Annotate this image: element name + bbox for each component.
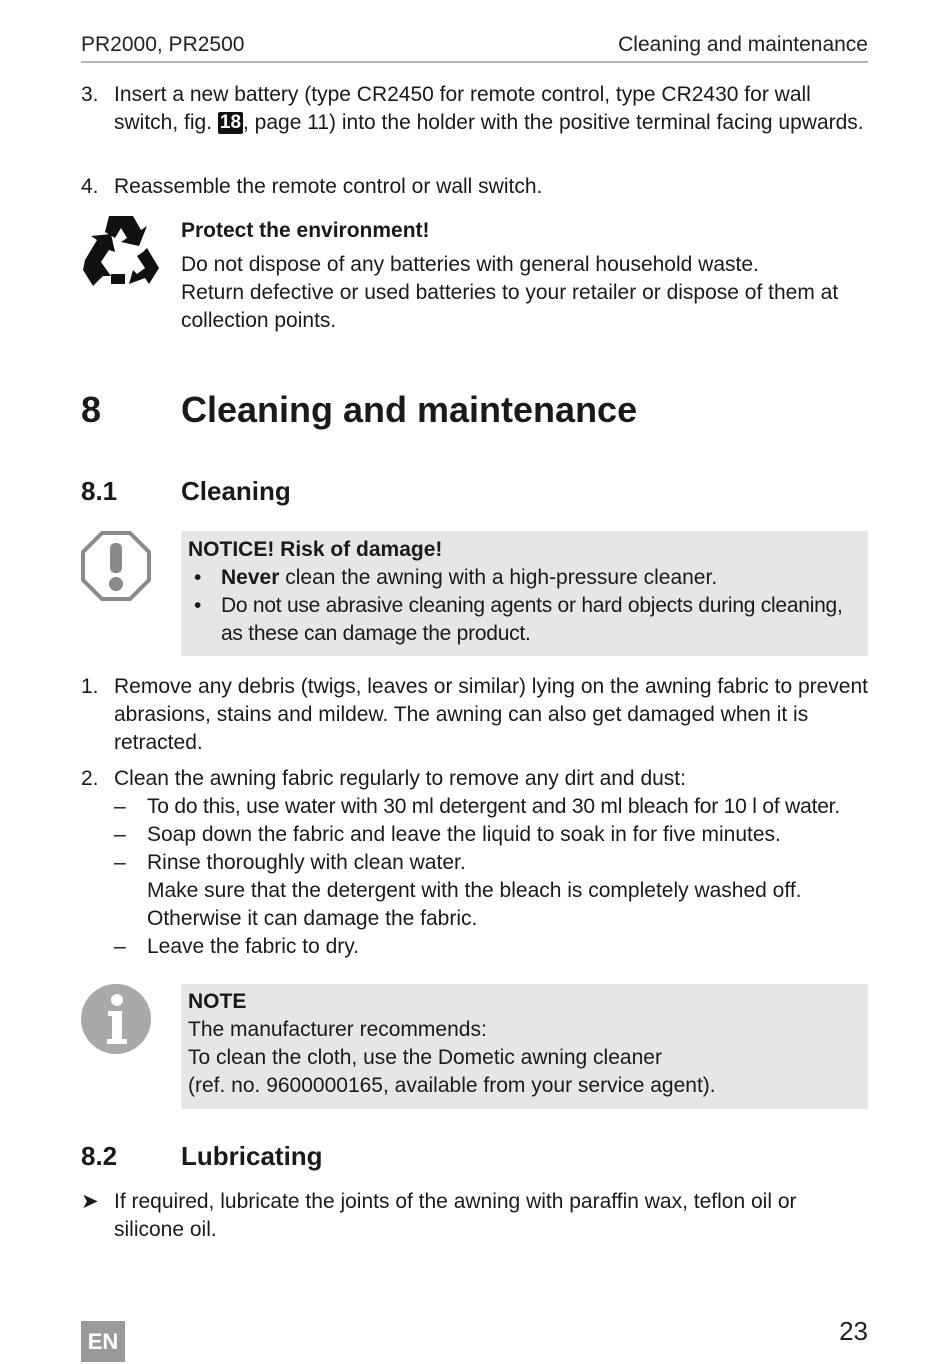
note-title: NOTE bbox=[188, 990, 247, 1013]
note-line-3: (ref. no. 9600000165, available from your service agent). bbox=[188, 1074, 716, 1097]
recycle-icon bbox=[81, 212, 161, 290]
notice-bullet-text: clean the awning with a high-pressure cleaner. bbox=[279, 566, 718, 589]
step-number: 1. bbox=[81, 675, 99, 698]
step-text bbox=[114, 81, 871, 137]
exclamation-octagon-icon bbox=[80, 530, 152, 602]
header-divider bbox=[81, 61, 868, 63]
notice-box bbox=[181, 531, 868, 656]
environment-title: Protect the environment! bbox=[181, 219, 430, 242]
step-number: 3. bbox=[81, 83, 99, 106]
info-icon bbox=[80, 983, 152, 1055]
sub-step-text: Rinse thoroughly with clean water. bbox=[147, 851, 466, 874]
cleaning-step-1 bbox=[81, 673, 871, 757]
arrow-icon: ➤ bbox=[81, 1190, 99, 1213]
notice-bullet-text: Do not use abrasive cleaning agents or hard objects during cleaning, as these can damage the product. bbox=[221, 594, 843, 645]
dash-mark: – bbox=[114, 935, 126, 958]
bullet-mark: • bbox=[194, 566, 202, 589]
sub-step bbox=[114, 849, 871, 933]
sub-step bbox=[114, 793, 871, 821]
step-text-after: , page 11) into the holder with the positive terminal facing upwards. bbox=[243, 111, 864, 134]
section-title: Cleaning and maintenance bbox=[181, 389, 638, 430]
sub-step bbox=[114, 933, 871, 961]
subsection-number: 8.1 bbox=[81, 476, 118, 506]
notice-title: NOTICE! Risk of damage! bbox=[188, 538, 443, 561]
figure-reference-badge: 18 bbox=[219, 112, 242, 133]
sub-step-extra: Make sure that the detergent with the bleach is completely washed off. bbox=[147, 879, 802, 902]
bullet-mark: • bbox=[194, 594, 202, 617]
dash-mark: – bbox=[114, 823, 126, 846]
notice-bullet bbox=[188, 592, 860, 648]
sub-step bbox=[114, 821, 871, 849]
note-box bbox=[181, 984, 868, 1109]
language-badge: EN bbox=[81, 1321, 125, 1362]
notice-bullet-emphasis: Never bbox=[221, 566, 280, 589]
cleaning-step-2 bbox=[81, 765, 871, 961]
subsection-title: Lubricating bbox=[181, 1141, 323, 1171]
step-text: Reassemble the remote control or wall switch. bbox=[114, 175, 543, 198]
environment-line-2: Return defective or used batteries to your retailer or dispose of them at collection points. bbox=[181, 281, 839, 332]
step-intro: Clean the awning fabric regularly to remove any dirt and dust: bbox=[114, 767, 686, 790]
header-section: Cleaning and maintenance bbox=[618, 33, 868, 56]
step-text-before: Insert a new battery (type CR2450 for remote control, type CR2430 for wall switch, fig. bbox=[114, 83, 811, 134]
section-number: 8 bbox=[81, 389, 102, 430]
sub-step-text: To do this, use water with 30 ml detergent and 30 ml bleach for 10 l of water. bbox=[147, 795, 840, 818]
step-text bbox=[114, 765, 871, 961]
battery-step-3 bbox=[81, 81, 871, 137]
header-model: PR2000, PR2500 bbox=[81, 33, 245, 56]
sub-step-text: Leave the fabric to dry. bbox=[147, 935, 360, 958]
lubricate-instruction bbox=[81, 1188, 871, 1244]
dash-mark: – bbox=[114, 795, 126, 818]
environment-block bbox=[181, 217, 871, 335]
step-number: 2. bbox=[81, 767, 99, 790]
subsection-number: 8.2 bbox=[81, 1141, 118, 1171]
step-number: 4. bbox=[81, 175, 99, 198]
dash-mark: – bbox=[114, 851, 126, 874]
note-line-2: To clean the cloth, use the Dometic awning cleaner bbox=[188, 1046, 662, 1069]
notice-bullet bbox=[188, 564, 860, 592]
sub-step-text: Soap down the fabric and leave the liquid to soak in for five minutes. bbox=[147, 823, 781, 846]
step-text: Remove any debris (twigs, leaves or similar) lying on the awning fabric to prevent abrasions, stains and mildew. The awning can also get damaged when it is retracted. bbox=[114, 675, 869, 754]
battery-step-4 bbox=[81, 173, 871, 201]
sub-step-extra: Otherwise it can damage the fabric. bbox=[147, 907, 478, 930]
note-line-1: The manufacturer recommends: bbox=[188, 1018, 487, 1041]
page-number: 23 bbox=[839, 1316, 868, 1346]
lubricate-text: If required, lubricate the joints of the awning with paraffin wax, teflon oil or silicone oil. bbox=[114, 1190, 797, 1241]
environment-line-1: Do not dispose of any batteries with general household waste. bbox=[181, 253, 759, 276]
subsection-title: Cleaning bbox=[181, 476, 291, 506]
